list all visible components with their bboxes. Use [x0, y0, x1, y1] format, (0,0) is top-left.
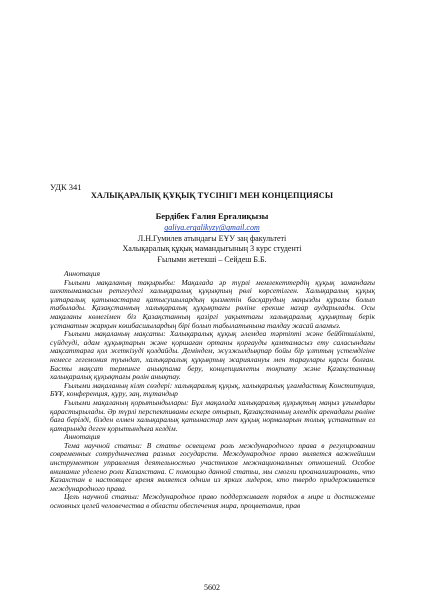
paragraph-topic-ru: Тема научной статьи: В статье освещена роль международного права в регулировании современных сотрудничества разных государств. Международное право является важнейшим инструментом управления деятельностью участников межнациональных отношений. Особое внимание уделено роли Казахстана. С помощью данной статьи, мы смогли проанализировать, что Казахстан в настоящее время является одним из ярких лидеров, кто твердо придерживается международного права. — [50, 440, 375, 493]
article-title: ХАЛЫҚАРАЛЫҚ ҚҰҚЫҚ ТҮСІНІГІ МЕН КОНЦЕПЦИЯСЫ — [90, 191, 334, 200]
author-affiliation: Л.Н.Гумилев атындағы ЕҰУ заң факультеті — [137, 233, 287, 243]
supervisor: Ғылыми жетекші – Сейдеш Б.Б. — [157, 254, 267, 264]
paragraph-topic-kz: Ғылыми мақаланың тақырыбы: Мақалада әр түрлі мемлекеттердің құқық замандағы шектымамасын ретгеудегі халықаралық құқықтың рөлі көрсетілген. Халықаралық құқық ұлтаралық қатынастарға қатысушылардың қызметін басқарудың маңызды құралы болып табылады. Қазақстанның халықаралық құқықтағы рөліне ерекше назар аударылады. Осы мақаланы көмегімен біз Қазақстанның қазіргі уақыттағы халықаралық құқықтың берік ұстанатын жарқын көшбасшылардың бірі болып табылатынына талдау жасай аламыз. — [50, 277, 375, 330]
article-body — [50, 270, 375, 511]
annotation-heading-ru: Аннотация — [64, 432, 101, 442]
udk-code: УДК 341 — [50, 182, 82, 192]
paragraph-goal-kz: Ғылыми мақаланың мақсаты: Халықаралық құқық әлемдеа тәртіпті және бейбітшілікті, сүйдеуді, адам құқықтарын және қоршаған ортаны қорғауды қамтамасыз ету саласындағы мақсаттарға қол жеткізуді қолдайды. Деміндем, жүзжылдықтар бойы бір ұлттың үстемдігіне немесе гегемония туындап, халықаралық құқықтың жариялануы мен тараулары қарсы болған. Басты мақсат терминге анықтама беру, концепциялеты тоқтату және Қазақстанның халықаралық құқықтағы рөлін анықтау. — [50, 329, 375, 382]
author-program: Халықаралық құқық мамандығының 3 курс студенті — [122, 244, 302, 254]
paragraph-goal-ru: Цель научной статьи: Международное право поддерживает порядок в мире и достижение основных целей человечества в области обеспечения мира, процветания, прав — [50, 492, 375, 511]
author-block — [0, 211, 424, 265]
paragraph-conclusion-kz: Ғылыми мақаланың қорытындылары: Бұл мақалада халықаралық құқықтың маңыз ұғымдары қарастырылады. Әр түрлі перспективаны ескере отырып, Қазақстанның әлемдік аренадағы рөліне баға берілді, бізден елмен халықаралық қатынастар мен құқық нормаларын толық ұстанатын ел қатарында деген қорытындыға келдім. — [50, 397, 375, 433]
page-number: 5602 — [204, 583, 220, 592]
author-name: Бердібек Ғалия Ерғалиқызы — [155, 211, 269, 221]
annotation-heading: Аннотация — [64, 269, 101, 278]
author-email-link[interactable]: galiya.ergalikyzy@gmail.com — [164, 223, 260, 233]
paragraph-keywords-kz: Ғылыми мақаланың кілт сөздері: халықаралық құқық, халықаралық ұғамдастық Конституция, БҰҰ, конференция, құру, заң, тұтандыр — [50, 380, 375, 399]
